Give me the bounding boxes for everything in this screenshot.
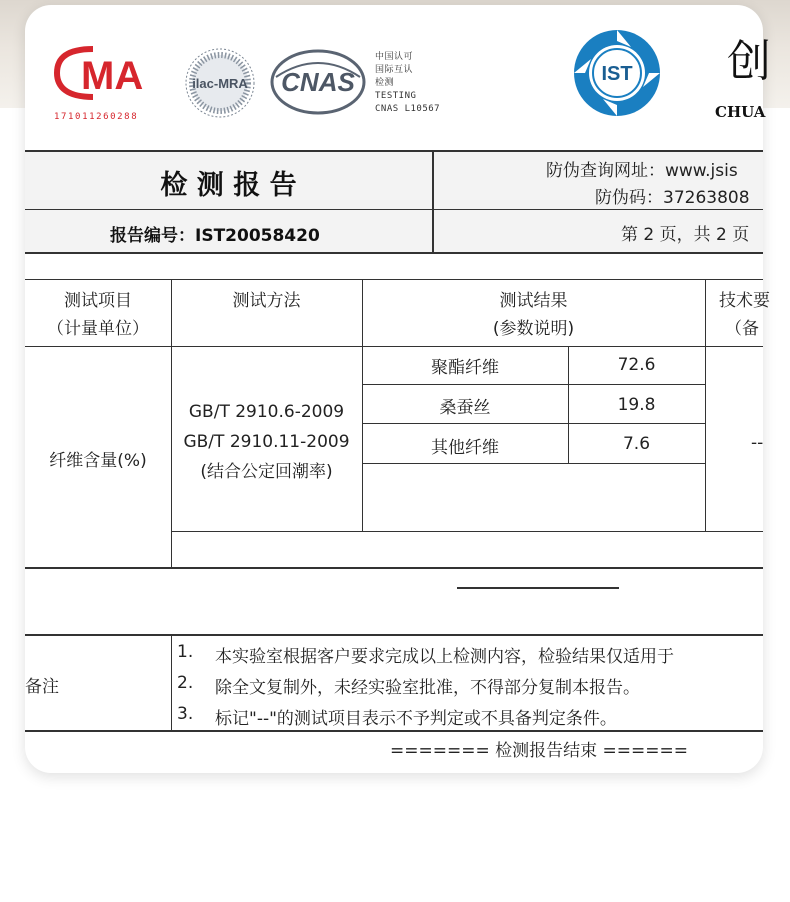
remark-num: 3. <box>177 704 194 724</box>
result-name: 其他纤维 <box>431 438 499 458</box>
cnas-info-line: TESTING <box>375 91 417 101</box>
rule <box>362 423 705 424</box>
header-method: 测试方法 <box>232 291 301 311</box>
remarks-label: 备注 <box>25 677 59 697</box>
cnas-logo <box>268 47 368 117</box>
separator-line <box>457 587 619 589</box>
header-result-line: (参数说明) <box>492 319 575 339</box>
ist-logo-text: IST <box>601 63 633 85</box>
cnas-logo-text: CNAS <box>281 67 355 97</box>
result-name: 桑蚕丝 <box>439 398 491 418</box>
result-name: 聚酯纤维 <box>431 358 499 378</box>
report-title: 检 测 报 告 <box>160 170 297 201</box>
cma-logo-text: MA <box>81 54 144 98</box>
remark-text: 除全文复制外，未经实验室批准，不得部分复制本报告。 <box>215 678 640 698</box>
header-item <box>25 287 171 343</box>
page-info: 第 2 页，共 2 页 <box>621 225 750 245</box>
rule <box>362 384 705 385</box>
remark-num: 2. <box>177 673 194 693</box>
remark-num: 1. <box>177 642 194 662</box>
report-end: ======= 检测报告结束 ====== <box>390 741 688 761</box>
cnas-info <box>375 51 440 116</box>
header-tech-line: （备 <box>725 319 759 339</box>
verify-url: 防伪查询网址：www.jsis <box>546 161 738 181</box>
rule <box>25 346 763 347</box>
header-tech-line: 技术要 <box>719 291 770 311</box>
method-line: GB/T 2910.6-2009 <box>188 402 345 422</box>
cnas-info-line: CNAS L10567 <box>375 104 441 114</box>
remark-text: 标记"--"的测试项目表示不予判定或不具备判定条件。 <box>215 709 617 729</box>
cnas-info-line: 检测 <box>375 78 395 88</box>
cnas-info-line: 中国认可 <box>375 52 414 62</box>
remark-text: 本实验室根据客户要求完成以上检测内容，检验结果仅适用于 <box>215 647 674 667</box>
rule <box>171 531 763 532</box>
result-value: 7.6 <box>622 434 651 454</box>
header-result <box>362 287 705 343</box>
rule <box>705 279 706 531</box>
header-item-line: （计量单位） <box>47 319 149 339</box>
method-line: GB/T 2910.11-2009 <box>183 432 350 452</box>
report-number: 报告编号：IST20058420 <box>110 226 320 246</box>
result-value: 72.6 <box>617 355 656 375</box>
ist-logo <box>571 27 663 119</box>
rule <box>25 279 763 280</box>
header-tech <box>719 287 779 343</box>
verify-code: 防伪码：37263808 <box>595 188 750 208</box>
rule <box>25 567 763 569</box>
rule <box>25 150 763 152</box>
ilac-logo-text: ilac-MRA <box>192 76 248 91</box>
cnas-info-line: 国际互认 <box>375 65 414 75</box>
result-value: 19.8 <box>617 395 656 415</box>
rule <box>25 730 763 732</box>
row-item: 纤维含量(%) <box>49 451 147 471</box>
method-line: (结合公定回潮率) <box>200 462 333 482</box>
ilac-mra-logo <box>180 45 260 121</box>
cma-logo <box>53 43 165 105</box>
header-result-line: 测试结果 <box>499 291 568 311</box>
row-tech: -- <box>751 433 764 453</box>
header-item-line: 测试项目 <box>64 291 132 311</box>
rule <box>362 463 705 464</box>
brand-latin: CHUA <box>715 103 766 121</box>
rule <box>25 252 763 254</box>
rule <box>25 634 763 636</box>
brand-char: 创 <box>727 36 771 87</box>
rule <box>432 150 434 253</box>
report-card <box>25 5 771 773</box>
cma-number: 171011260288 <box>54 112 139 122</box>
row-methods <box>171 397 362 487</box>
rule <box>171 634 172 730</box>
rule <box>25 209 763 210</box>
